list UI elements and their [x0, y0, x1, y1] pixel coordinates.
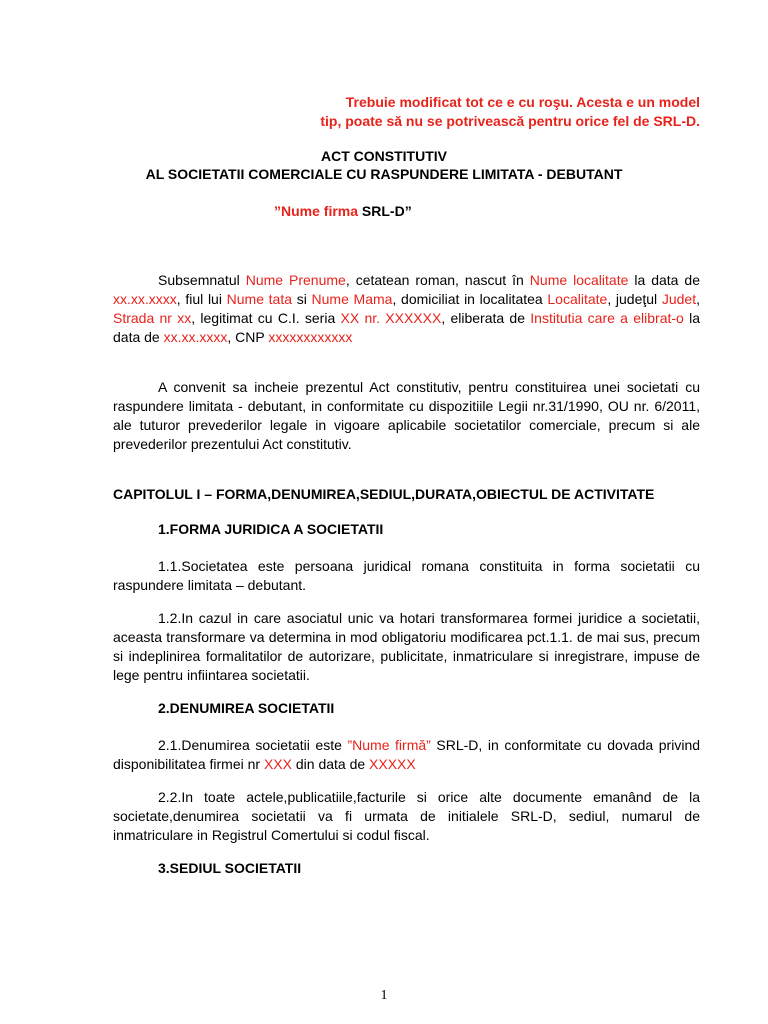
- cnp-value: xxxxxxxxxxxx: [268, 329, 353, 345]
- page-number: 1: [380, 988, 388, 1003]
- firm-name-suffix: SRL-D”: [358, 203, 412, 219]
- intro-paragraph: Subsemnatul Nume Prenume, cetatean roman, nascut în Nume localitate la data de xx.xx.xxxx, fiul lui Nume tata si Nume Mama, domiciliat in localitatea Localitate, judeţul Judet, Strada nr xx, legitimat cu C.I. seria XX nr. XXXXXX, eliberata de Institutia care a elibrat-o la data de xx.xx.xxxx, CNP xxxxxxxxxxxx: [113, 272, 701, 345]
- paragraph-1-2: 1.2.In cazul in care asociatul unic va hotari transformarea formei juridice a societatii, aceasta transformare va determina in mod obligatoriu modificarea pct.1.1. de mai sus, precum si indeplinirea formalitatilor de autorizare, publicitate, inmatriculare si inregistrare, impuse de lege pentru infiintarea societatii.: [113, 610, 700, 683]
- edit-notice-line2: tip, poate să nu se potrivească pentru orice fel de SRL-D.: [320, 113, 700, 129]
- issuing-institution: Institutia care a elibrat-o: [530, 310, 684, 326]
- availability-number: XXX: [263, 756, 292, 772]
- document-title: ACT CONSTITUTIV: [321, 148, 447, 164]
- issue-date: xx.xx.xxxx: [163, 329, 228, 345]
- paragraph-2-1: 2.1.Denumirea societatii este ”Nume firmă” SRL-D, in conformitate cu dovada privind disponibilitatea firmei nr XXX din data de XXXXX: [113, 737, 701, 772]
- chapter-heading: CAPITOLUL I – FORMA,DENUMIREA,SEDIUL,DURATA,OBIECTUL DE ACTIVITATE: [113, 486, 655, 502]
- firm-name-placeholder: ”Nume firma: [274, 203, 359, 219]
- father-name: Nume tata: [226, 291, 293, 307]
- street-address: Strada nr xx: [113, 310, 192, 326]
- birth-date: xx.xx.xxxx: [113, 291, 177, 307]
- firm-name-ref: ”Nume firmă”: [347, 737, 431, 753]
- county: Judet: [661, 291, 697, 307]
- document-subtitle: AL SOCIETATII COMERCIALE CU RASPUNDERE LIMITATA - DEBUTANT: [145, 166, 623, 182]
- paragraph-2-2: 2.2.In toate actele,publicatiile,facturile si orice alte documente emanând de la societate,denumirea societatii va fi urmata de initialele SRL-D, sediul, numarul de inmatriculare in Registrul Comertului si codul fiscal.: [113, 789, 700, 843]
- edit-notice-line1: Trebuie modificat tot ce e cu roşu. Acesta e un model: [345, 94, 700, 110]
- paragraph-1-1: 1.1.Societatea este persoana juridical romana constituita in forma societatii cu raspundere limitata – debutant.: [113, 558, 700, 593]
- agreement-paragraph: A convenit sa incheie prezentul Act constitutiv, pentru constituirea unei societati cu raspundere limitata - debutant, in conformitate cu dispozitiile Legii nr.31/1990, OU nr. 6/2011, ale tuturor prevederilor legale in vigoare aplicabile societatilor comerciale, precum si ale prevederilor prezentului Act constitutiv.: [113, 379, 700, 452]
- firm-name-title: [274, 203, 412, 219]
- residence-locality: Localitate: [547, 291, 608, 307]
- id-number: nr. XXXXXX: [364, 310, 442, 326]
- section-heading-sediul: 3.SEDIUL SOCIETATII: [158, 860, 302, 876]
- section-heading-forma-juridica: 1.FORMA JURIDICA A SOCIETATII: [158, 521, 384, 537]
- availability-date: XXXXX: [369, 756, 416, 772]
- edit-notice: [260, 93, 700, 131]
- birth-locality: Nume localitate: [529, 272, 629, 288]
- mother-name: Nume Mama: [311, 291, 393, 307]
- id-series: XX: [340, 310, 360, 326]
- person-name: Nume Prenume: [245, 272, 346, 288]
- section-heading-denumirea: 2.DENUMIREA SOCIETATII: [158, 700, 335, 716]
